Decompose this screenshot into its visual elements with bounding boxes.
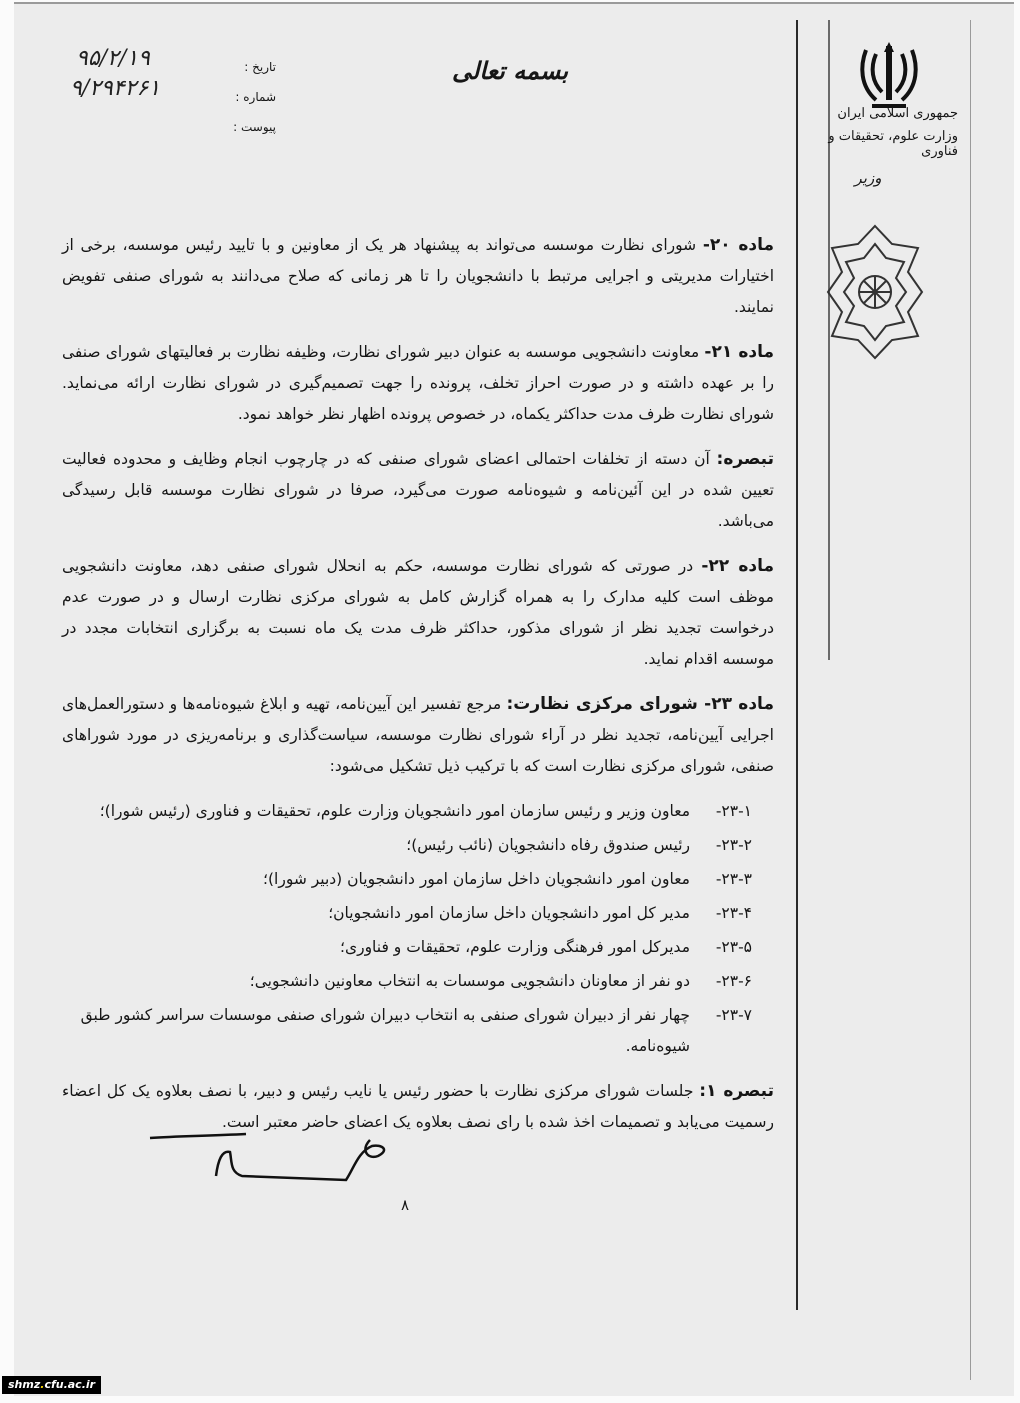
article-text: شورای نظارت موسسه می‌تواند به پیشنهاد هر یک از معاونین و با تایید رئیس موسسه، برخی از اختیارات مدیریتی و اجرایی مرتبط با دانشجویان را تا هر زمانی که صلاح می‌دانند به شورای صنفی تفویض نمایند. — [62, 236, 774, 316]
list-item — [62, 830, 752, 861]
list-item — [62, 864, 752, 895]
page-number: ۸ — [400, 1196, 410, 1214]
item-text: دو نفر از معاونان دانشجویی موسسات به انتخاب معاونین دانشجویی؛ — [249, 972, 690, 990]
item-number: ۲۳-۲- — [715, 836, 752, 854]
item-text: معاون امور دانشجویان داخل سازمان امور دانشجویان (دبیر شورا)؛ — [263, 870, 690, 888]
list-item — [62, 898, 752, 929]
date-label: تاریخ : — [244, 60, 276, 74]
item-number: ۲۳-۳- — [715, 870, 752, 888]
item-number: ۲۳-۴- — [715, 904, 752, 922]
note-1 — [62, 1076, 774, 1138]
list-item — [62, 1000, 752, 1062]
item-text: چهار نفر از دبیران شورای صنفی به انتخاب دبیران شورای صنفی موسسات سراسر کشور طبق شیوه‌نامه. — [80, 1006, 690, 1055]
note — [62, 444, 774, 537]
item-text: رئیس صندوق رفاه دانشجویان (نائب رئیس)؛ — [406, 836, 690, 854]
watermark-pre: shmz — [8, 1378, 41, 1391]
date-value: ۹۵/۲/۱۹ — [76, 46, 150, 71]
note-text: جلسات شورای مرکزی نظارت با حضور رئیس یا نایب رئیس و دبیر، با نصف بعلاوه یک کل اعضاء رسمیت می‌یابد و تصمیمات اخذ شده با رای نصف بعلاوه یک اعضای حاضر معتبر است. — [62, 1082, 774, 1131]
attachment-row — [66, 114, 276, 144]
watermark-post: cfu.ac.ir — [44, 1378, 96, 1391]
article-20 — [62, 230, 774, 323]
item-number: ۲۳-۶- — [715, 972, 752, 990]
item-number: ۲۳-۵- — [715, 938, 752, 956]
article-23 — [62, 689, 774, 782]
article-22 — [62, 551, 774, 675]
item-text: مدیر کل امور دانشجویان داخل سازمان امور دانشجویان؛ — [328, 904, 690, 922]
country-name: جمهوری اسلامی ایران — [837, 106, 958, 121]
letter-meta — [66, 46, 276, 144]
ministry-header — [798, 106, 958, 187]
article-label: ماده ۲۱- — [704, 342, 774, 362]
scan-fold-line — [970, 20, 971, 1380]
attachment-label: پیوست : — [233, 120, 276, 134]
number-value: ۹/۲۹۴۲۶۱ — [70, 76, 161, 101]
iran-emblem-icon — [858, 40, 920, 112]
article-text: در صورتی که شورای نظارت موسسه، حکم به انحلال شورای صنفی دهد، معاونت دانشجویی موظف است کلیه مدارک را به همراه گزارش کامل به شورای مرکزی نظارت ارسال و در صورت عدم درخواست تجدید نظر از شورای مذکور، حداکثر ظرف مدت یک ماه نسبت به برگزاری انتخابات مجدد در موسسه اقدام نماید. — [62, 557, 774, 668]
item-number: ۲۳-۱- — [715, 802, 752, 820]
basmala-heading: بسمه تعالی — [451, 56, 569, 85]
item-number: ۲۳-۷- — [715, 1006, 752, 1024]
article-21 — [62, 337, 774, 430]
scan-edge — [14, 2, 1014, 4]
article-text: معاونت دانشجویی موسسه به عنوان دبیر شورای نظارت، وظیفه نظارت بر فعالیتهای شورای صنفی را بر عهده داشته و در صورت احراز تخلف، پرونده را جهت تصمیم‌گیری در شورای نظارت ارائه می‌نماید. شورای نظارت ظرف مدت حداکثر یکماه، در خصوص پرونده اظهار نظر خواهد نمود. — [62, 343, 774, 423]
list-item — [62, 932, 752, 963]
office-name: وزیر — [854, 169, 882, 187]
list-item — [62, 796, 752, 827]
article-label: ماده ۲۲- — [701, 556, 774, 576]
article-text: مرجع تفسیر این آیین‌نامه، تهیه و ابلاغ شیوه‌نامه‌ها و دستورالعمل‌های اجرایی آیین‌نامه، تجدید نظر در آراء شورای نظارت موسسه، سیاست‌گذاری و برنامه‌ریزی در مورد شوراهای صنفی، شورای مرکزی نظارت است که با ترکیب ذیل تشکیل می‌شود: — [62, 695, 774, 775]
article-label: ماده ۲۳- شورای مرکزی نظارت: — [506, 694, 774, 714]
list-item — [62, 966, 752, 997]
margin-rule — [796, 20, 798, 1310]
watermark-dot: . — [40, 1378, 45, 1391]
document-body — [62, 230, 774, 1152]
site-watermark — [2, 1376, 101, 1394]
article-label: ماده ۲۰- — [702, 235, 774, 255]
signature-icon — [146, 1130, 396, 1190]
number-row — [66, 76, 276, 114]
item-text: مدیرکل امور فرهنگی وزارت علوم، تحقیقات و فناوری؛ — [340, 938, 690, 956]
number-label: شماره : — [235, 90, 276, 104]
ornament-icon — [822, 222, 928, 362]
note-label: تبصره ۱: — [699, 1081, 774, 1101]
note-text: آن دسته از تخلفات احتمالی اعضای شورای صنفی که در چارچوب انجام وظایف و محدوده فعالیت تعیین شده در این آئین‌نامه و شیوه‌نامه صورت می‌گیرد، صرفا در شورای نظارت موسسه قابل رسیدگی می‌باشد. — [62, 450, 774, 530]
council-members-list — [62, 796, 774, 1062]
ministry-name: وزارت علوم، تحقیقات و فناوری — [828, 129, 958, 159]
item-text: معاون وزیر و رئیس سازمان امور دانشجویان وزارت علوم، تحقیقات و فناوری (رئیس شورا)؛ — [99, 802, 690, 820]
note-label: تبصره: — [716, 449, 774, 469]
